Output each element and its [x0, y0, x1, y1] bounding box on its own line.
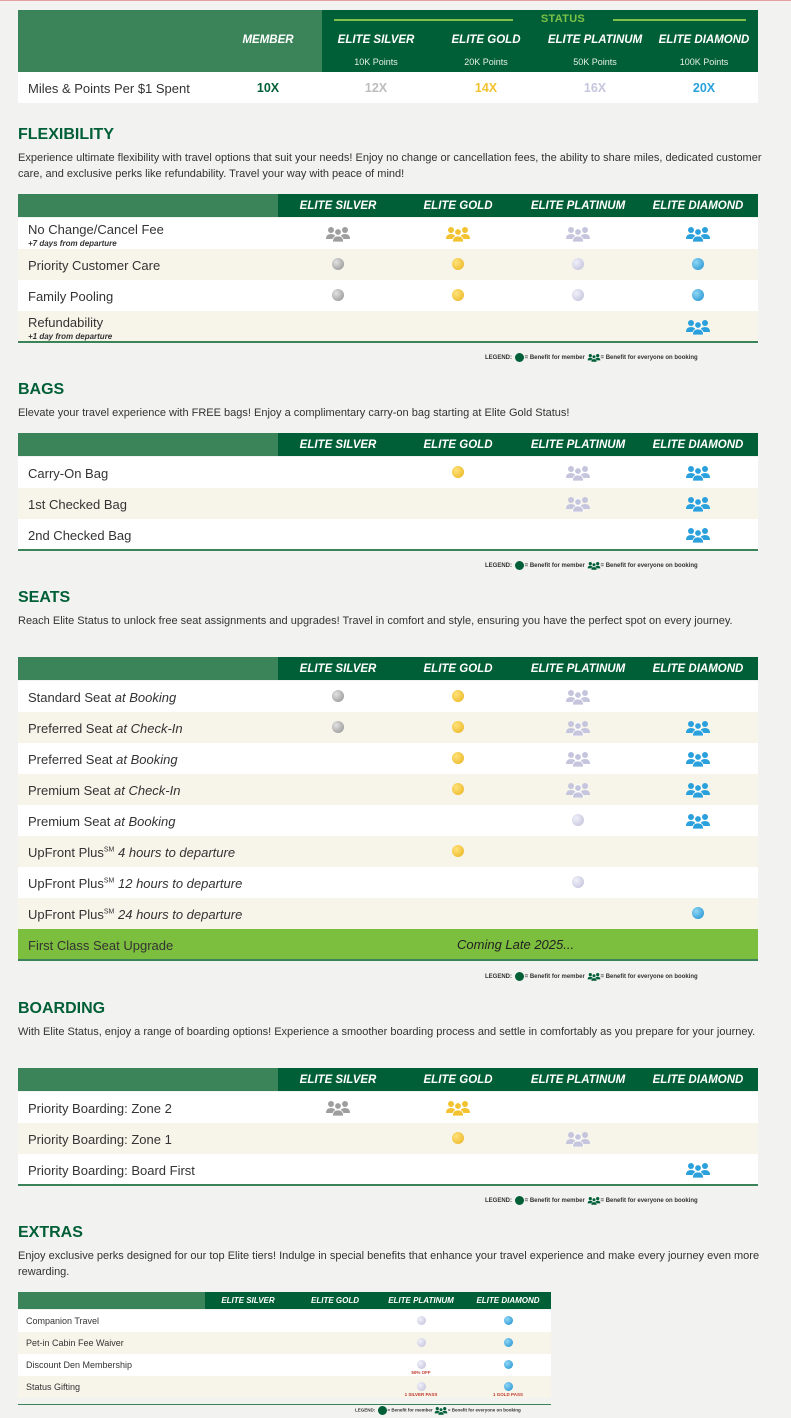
platinum-multiplier: 16X [583, 81, 607, 95]
table-bottom-border [18, 1184, 758, 1186]
row-label-text: UpFront Plus [28, 907, 104, 922]
extras-col-header-silver: ELITE SILVER [221, 1296, 275, 1305]
legend-prefix: LEGEND: [485, 1198, 514, 1205]
everyone-benefit-diamond-icon [685, 526, 711, 543]
row-label [28, 1132, 172, 1147]
col-header-gold: ELITE GOLD [423, 200, 493, 212]
member-benefit-legend-icon [515, 1196, 524, 1205]
row-label-qualifier: at Booking [114, 814, 176, 829]
row-label-text: Premium Seat [28, 783, 111, 798]
member-benefit-gold-icon [452, 783, 464, 795]
legend-member-text: = Benefit for member [524, 563, 587, 570]
row-label-qualifier: at Check-In [116, 721, 183, 736]
upgrade-row [18, 929, 758, 960]
row-label-text: 1st Checked Bag [28, 497, 128, 512]
everyone-benefit-legend-icon [587, 355, 601, 361]
row-label-text: Premium Seat [28, 814, 111, 829]
table-row [18, 249, 758, 280]
miles-row-label: Miles & Points Per $1 Spent [28, 81, 190, 96]
member-benefit-legend-icon [515, 353, 524, 362]
diamond-multiplier: 20X [692, 81, 716, 95]
everyone-benefit-platinum-icon [565, 719, 591, 736]
row-label-qualifier: at Booking [114, 690, 177, 705]
table-row [18, 836, 758, 867]
header-spacer [18, 657, 278, 680]
col-header-platinum: ELITE PLATINUM [530, 200, 626, 212]
extras-col-header-platinum: ELITE PLATINUM [388, 1296, 454, 1305]
col-header-diamond: ELITE DIAMOND [652, 439, 744, 451]
row-label-text: Refundability [28, 315, 104, 330]
table-row [18, 280, 758, 311]
legend-prefix: LEGEND: [485, 974, 514, 981]
header-spacer [18, 433, 278, 456]
silver-multiplier: 12X [364, 81, 388, 95]
member-benefit-legend-icon [515, 972, 524, 981]
col-header-gold: ELITE GOLD [423, 663, 493, 675]
legend-everyone-text: = Benefit for everyone on booking [600, 563, 698, 570]
member-benefit-gold-icon [452, 258, 464, 270]
everyone-benefit-gold-icon [445, 225, 471, 242]
benefit-note: 50% OFF [411, 1370, 431, 1375]
row-label [28, 876, 242, 891]
table-header [18, 433, 758, 456]
table-header [18, 194, 758, 217]
diamond-header: ELITE DIAMOND [658, 34, 750, 46]
extras-col-header-gold: ELITE GOLD [311, 1296, 359, 1305]
header-spacer [18, 1068, 278, 1091]
legend-everyone-text: = Benefit for everyone on booking [600, 974, 698, 981]
row-label [28, 814, 175, 829]
col-header-diamond: ELITE DIAMOND [652, 663, 744, 675]
table-row [18, 218, 758, 249]
row-label: Discount Den Membership [26, 1360, 133, 1370]
everyone-benefit-diamond-icon [685, 464, 711, 481]
legend [485, 353, 698, 362]
gold-multiplier: 14X [474, 81, 498, 95]
table-row [18, 1092, 758, 1123]
row-label [28, 528, 131, 543]
legend-member-text: = Benefit for member [524, 355, 587, 362]
member-benefit-legend-icon [378, 1406, 387, 1415]
row-label-text: Preferred Seat [28, 721, 113, 736]
row-label [28, 497, 127, 512]
member-benefit-legend-icon [515, 561, 524, 570]
row-label [28, 721, 183, 736]
row-sublabel: +7 days from departure [28, 239, 117, 248]
legend [485, 561, 698, 570]
member-benefit-diamond-icon [692, 258, 704, 270]
everyone-benefit-diamond-icon [685, 781, 711, 798]
everyone-benefit-diamond-icon [685, 318, 711, 335]
flexibility-description: Experience ultimate flexibility with travel options that suit your needs! Enjoy no change or cancellation fees, the ability to share miles, dedicated customer care, and exclusive perks like refundability. Travel your way with peace of mind! [18, 152, 762, 180]
everyone-benefit-platinum-icon [565, 225, 591, 242]
legend-prefix: LEGEND: [485, 563, 514, 570]
legend-member-text: = Benefit for member [524, 1198, 587, 1205]
legend-everyone-text: = Benefit for everyone on booking [600, 1198, 698, 1205]
member-benefit-gold-icon [452, 721, 464, 733]
silver-points: 10K Points [354, 57, 398, 67]
row-label [28, 845, 235, 860]
everyone-benefit-platinum-icon [565, 1130, 591, 1147]
member-benefit-platinum-icon [572, 289, 584, 301]
table-row [18, 1154, 758, 1185]
table-bottom-border [18, 341, 758, 343]
row-label-text: Priority Customer Care [28, 258, 161, 273]
everyone-benefit-platinum-icon [565, 781, 591, 798]
upgrade-row-label: First Class Seat Upgrade [28, 938, 174, 953]
boarding-description: With Elite Status, enjoy a range of boarding options! Experience a smoother boarding process and settle in comfortably as you prepare for your journey. [18, 1026, 756, 1038]
table-bottom-border [18, 549, 758, 551]
seats-title: SEATS [18, 589, 71, 606]
everyone-benefit-platinum-icon [565, 688, 591, 705]
everyone-benefit-diamond-icon [685, 719, 711, 736]
member-benefit-diamond-icon [504, 1382, 513, 1391]
legend-prefix: LEGEND: [485, 355, 514, 362]
upgrade-row-note: Coming Late 2025... [457, 937, 575, 952]
benefit-note: 1 GOLD PASS [493, 1392, 523, 1397]
col-header-diamond: ELITE DIAMOND [652, 1074, 744, 1086]
row-label [28, 466, 108, 481]
row-label [28, 222, 164, 237]
everyone-benefit-gold-icon [445, 1099, 471, 1116]
row-label: Companion Travel [26, 1316, 100, 1326]
row-label-text: UpFront Plus [28, 845, 104, 860]
table-row [18, 867, 758, 898]
legend-everyone-text: = Benefit for everyone on booking [447, 1407, 521, 1413]
member-benefit-diamond-icon [504, 1338, 513, 1347]
member-benefit-diamond-icon [504, 1360, 513, 1369]
legend-member-text: = Benefit for member [524, 974, 587, 981]
boarding-title: BOARDING [18, 1000, 106, 1017]
table-row [18, 712, 758, 743]
table-row [18, 1123, 758, 1154]
header-spacer [18, 194, 278, 217]
member-benefit-platinum-icon [417, 1338, 426, 1347]
row-sublabel: +1 day from departure [28, 332, 113, 341]
everyone-benefit-legend-icon [587, 563, 601, 569]
table-header [18, 1068, 758, 1091]
col-header-diamond: ELITE DIAMOND [652, 200, 744, 212]
member-benefit-gold-icon [452, 690, 464, 702]
everyone-benefit-silver-icon [325, 225, 351, 242]
row-label [28, 1163, 195, 1178]
gold-points: 20K Points [464, 57, 508, 67]
row-label-text: Preferred Seat [28, 752, 113, 767]
table-row [18, 1310, 551, 1332]
member-benefit-diamond-icon [692, 907, 704, 919]
row-label-text: 2nd Checked Bag [28, 528, 132, 543]
member-benefit-silver-icon [332, 289, 344, 301]
everyone-benefit-platinum-icon [565, 464, 591, 481]
col-header-gold: ELITE GOLD [423, 439, 493, 451]
col-header-platinum: ELITE PLATINUM [530, 439, 626, 451]
miles-row [18, 72, 758, 103]
row-label-qualifier: 4 hours to departure [118, 845, 236, 860]
row-label [28, 783, 180, 798]
everyone-benefit-diamond-icon [685, 750, 711, 767]
row-label-text: Carry-On Bag [28, 466, 109, 481]
row-label-text: Priority Boarding: Zone 1 [28, 1132, 172, 1147]
table-row [18, 774, 758, 805]
platinum-points: 50K Points [573, 57, 617, 67]
legend [355, 1406, 521, 1415]
table-row [18, 805, 758, 836]
everyone-benefit-legend-icon [587, 974, 601, 980]
member-benefit-gold-icon [452, 845, 464, 857]
member-header: MEMBER [242, 34, 294, 46]
table-row [18, 457, 758, 488]
legend [485, 1196, 698, 1205]
everyone-benefit-diamond-icon [685, 812, 711, 829]
table-row [18, 1332, 551, 1354]
seats-description: Reach Elite Status to unlock free seat assignments and upgrades! Travel in comfort and style, ensuring you have the perfect spot on every journey. [18, 615, 733, 627]
row-label [28, 289, 113, 304]
row-label [28, 690, 176, 705]
extras-description: Enjoy exclusive perks designed for our top Elite tiers! Indulge in special benefits that enhance your travel experience and make every journey even more rewarding. [18, 1250, 760, 1278]
everyone-benefit-platinum-icon [565, 750, 591, 767]
table-bottom-border [18, 1404, 551, 1405]
silver-header: ELITE SILVER [337, 34, 415, 46]
member-benefit-platinum-icon [572, 258, 584, 270]
table-row [18, 1376, 551, 1398]
col-header-platinum: ELITE PLATINUM [530, 1074, 626, 1086]
extras-title: EXTRAS [18, 1224, 83, 1241]
member-benefit-silver-icon [332, 258, 344, 270]
row-label-text: UpFront Plus [28, 876, 104, 891]
col-header-silver: ELITE SILVER [299, 663, 377, 675]
legend-prefix: LEGEND: [355, 1407, 377, 1413]
everyone-benefit-legend-icon [434, 1408, 448, 1413]
benefit-note: 1 SILVER PASS [404, 1392, 438, 1397]
top-border [0, 0, 791, 1]
table-row [18, 898, 758, 929]
col-header-silver: ELITE SILVER [299, 439, 377, 451]
member-benefit-gold-icon [452, 1132, 464, 1144]
bags-title: BAGS [18, 381, 65, 398]
extras-header [18, 1292, 551, 1309]
everyone-benefit-silver-icon [325, 1099, 351, 1116]
header-spacer [18, 1292, 205, 1309]
member-benefit-diamond-icon [504, 1316, 513, 1325]
member-benefit-platinum-icon [417, 1382, 426, 1391]
service-mark: SM [103, 908, 115, 916]
row-label [28, 1101, 172, 1116]
everyone-benefit-diamond-icon [685, 225, 711, 242]
col-header-gold: ELITE GOLD [423, 1074, 493, 1086]
status-label: STATUS [513, 13, 613, 26]
everyone-benefit-legend-icon [587, 1198, 601, 1204]
member-benefit-diamond-icon [692, 289, 704, 301]
member-benefit-silver-icon [332, 721, 344, 733]
col-header-silver: ELITE SILVER [299, 200, 377, 212]
col-header-platinum: ELITE PLATINUM [530, 663, 626, 675]
row-label-text: Family Pooling [28, 289, 114, 304]
row-label-qualifier: 24 hours to departure [118, 907, 243, 922]
status-header [18, 10, 758, 72]
member-benefit-gold-icon [452, 466, 464, 478]
table-row [18, 519, 758, 550]
row-label-text: Priority Boarding: Zone 2 [28, 1101, 172, 1116]
row-label [28, 752, 178, 767]
row-label-qualifier: at Booking [116, 752, 178, 767]
row-label: Pet-in Cabin Fee Waiver [26, 1338, 124, 1348]
row-label: Status Gifting [26, 1382, 81, 1392]
platinum-header: ELITE PLATINUM [547, 34, 643, 46]
row-label-text: No Change/Cancel Fee [28, 222, 164, 237]
row-label-text: Standard Seat [28, 690, 112, 705]
member-benefit-platinum-icon [572, 876, 584, 888]
member-benefit-platinum-icon [417, 1360, 426, 1369]
legend-everyone-text: = Benefit for everyone on booking [600, 355, 698, 362]
member-benefit-platinum-icon [417, 1316, 426, 1325]
legend-member-text: = Benefit for member [387, 1407, 434, 1413]
row-label [28, 907, 242, 922]
row-label-qualifier: at Check-In [114, 783, 181, 798]
row-label [28, 315, 103, 330]
row-label [28, 258, 160, 273]
flexibility-title: FLEXIBILITY [18, 126, 114, 143]
bags-description: Elevate your travel experience with FREE bags! Enjoy a complimentary carry-on bag starting at Elite Gold Status! [18, 407, 570, 419]
member-benefit-platinum-icon [572, 814, 584, 826]
everyone-benefit-platinum-icon [565, 495, 591, 512]
legend [485, 972, 698, 981]
member-multiplier: 10X [256, 81, 280, 95]
table-row [18, 1354, 551, 1376]
service-mark: SM [103, 846, 115, 854]
service-mark: SM [103, 877, 115, 885]
member-benefit-silver-icon [332, 690, 344, 702]
row-label-qualifier: 12 hours to departure [118, 876, 243, 891]
member-benefit-gold-icon [452, 752, 464, 764]
table-row [18, 681, 758, 712]
table-row [18, 488, 758, 519]
everyone-benefit-diamond-icon [685, 1161, 711, 1178]
col-header-silver: ELITE SILVER [299, 1074, 377, 1086]
gold-header: ELITE GOLD [451, 34, 521, 46]
everyone-benefit-diamond-icon [685, 495, 711, 512]
row-label-text: Priority Boarding: Board First [28, 1163, 195, 1178]
table-header [18, 657, 758, 680]
table-row [18, 743, 758, 774]
diamond-points: 100K Points [679, 57, 729, 67]
table-bottom-border [18, 959, 758, 961]
member-benefit-gold-icon [452, 289, 464, 301]
extras-col-header-diamond: ELITE DIAMOND [476, 1296, 540, 1305]
table-row [18, 311, 758, 342]
